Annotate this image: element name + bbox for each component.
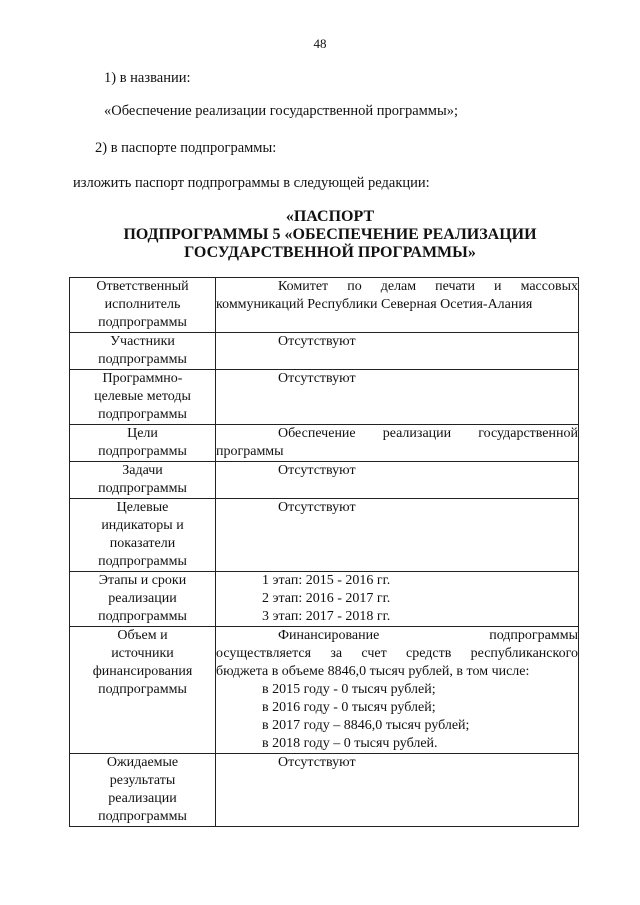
amendment-item-1-quote: «Обеспечение реализации государственной программы»;: [104, 103, 459, 119]
table-row-indicators: [70, 499, 579, 572]
table-row-goals: [70, 425, 579, 462]
table-row-participants: [70, 333, 579, 370]
row-label: Этапы и сроки реализации подпрограммы: [70, 572, 216, 627]
passport-title-line-1: «ПАСПОРТ: [285, 208, 375, 225]
table-row-funding: [70, 627, 579, 754]
row-value: Отсутствуют: [216, 499, 579, 572]
amendment-instruction: изложить паспорт подпрограммы в следующей редакции:: [73, 175, 430, 191]
passport-table: [69, 277, 579, 827]
row-value: Отсутствуют: [216, 462, 579, 499]
row-value: Комитет по делам печати и массовых коммуникаций Республики Северная Осетия-Алания: [216, 278, 579, 333]
row-label: Цели подпрограммы: [70, 425, 216, 462]
table-row-tasks: [70, 462, 579, 499]
row-label: Объем и источники финансирования подпрограммы: [70, 627, 216, 754]
row-value: Отсутствуют: [216, 370, 579, 425]
table-row-stages: [70, 572, 579, 627]
row-value: Отсутствуют: [216, 333, 579, 370]
row-label: Ответственный исполнитель подпрограммы: [70, 278, 216, 333]
row-value: Обеспечение реализации государственной программы: [216, 425, 579, 462]
table-row-executor: [70, 278, 579, 333]
page-number: 48: [313, 36, 327, 51]
row-value: Отсутствуют: [216, 754, 579, 827]
passport-title-line-3: ГОСУДАРСТВЕННОЙ ПРОГРАММЫ»: [184, 244, 476, 261]
row-label: Ожидаемые результаты реализации подпрограммы: [70, 754, 216, 827]
row-label: Задачи подпрограммы: [70, 462, 216, 499]
table-row-results: [70, 754, 579, 827]
amendment-item-2: 2) в паспорте подпрограммы:: [95, 140, 277, 156]
row-label: Целевые индикаторы и показатели подпрограммы: [70, 499, 216, 572]
row-value: 1 этап: 2015 - 2016 гг. 2 этап: 2016 - 2017 гг. 3 этап: 2017 - 2018 гг.: [216, 572, 579, 627]
table-row-methods: [70, 370, 579, 425]
passport-title-line-2: ПОДПРОГРАММЫ 5 «ОБЕСПЕЧЕНИЕ РЕАЛИЗАЦИИ: [123, 226, 537, 243]
amendment-item-1: 1) в названии:: [104, 70, 191, 86]
row-label: Программно- целевые методы подпрограммы: [70, 370, 216, 425]
row-value: Финансирование подпрограммы осуществляется за счет средств республиканского бюджета в объеме 8846,0 тысяч рублей, в том числе: в 2015 году - 0 тысяч рублей; в 2016 году - 0 тысяч рублей; в 2017 году – 8846,0 тысяч рублей; в 2018 году – 0 тысяч рублей.: [216, 627, 579, 754]
passport-title: [70, 208, 590, 262]
row-label: Участники подпрограммы: [70, 333, 216, 370]
